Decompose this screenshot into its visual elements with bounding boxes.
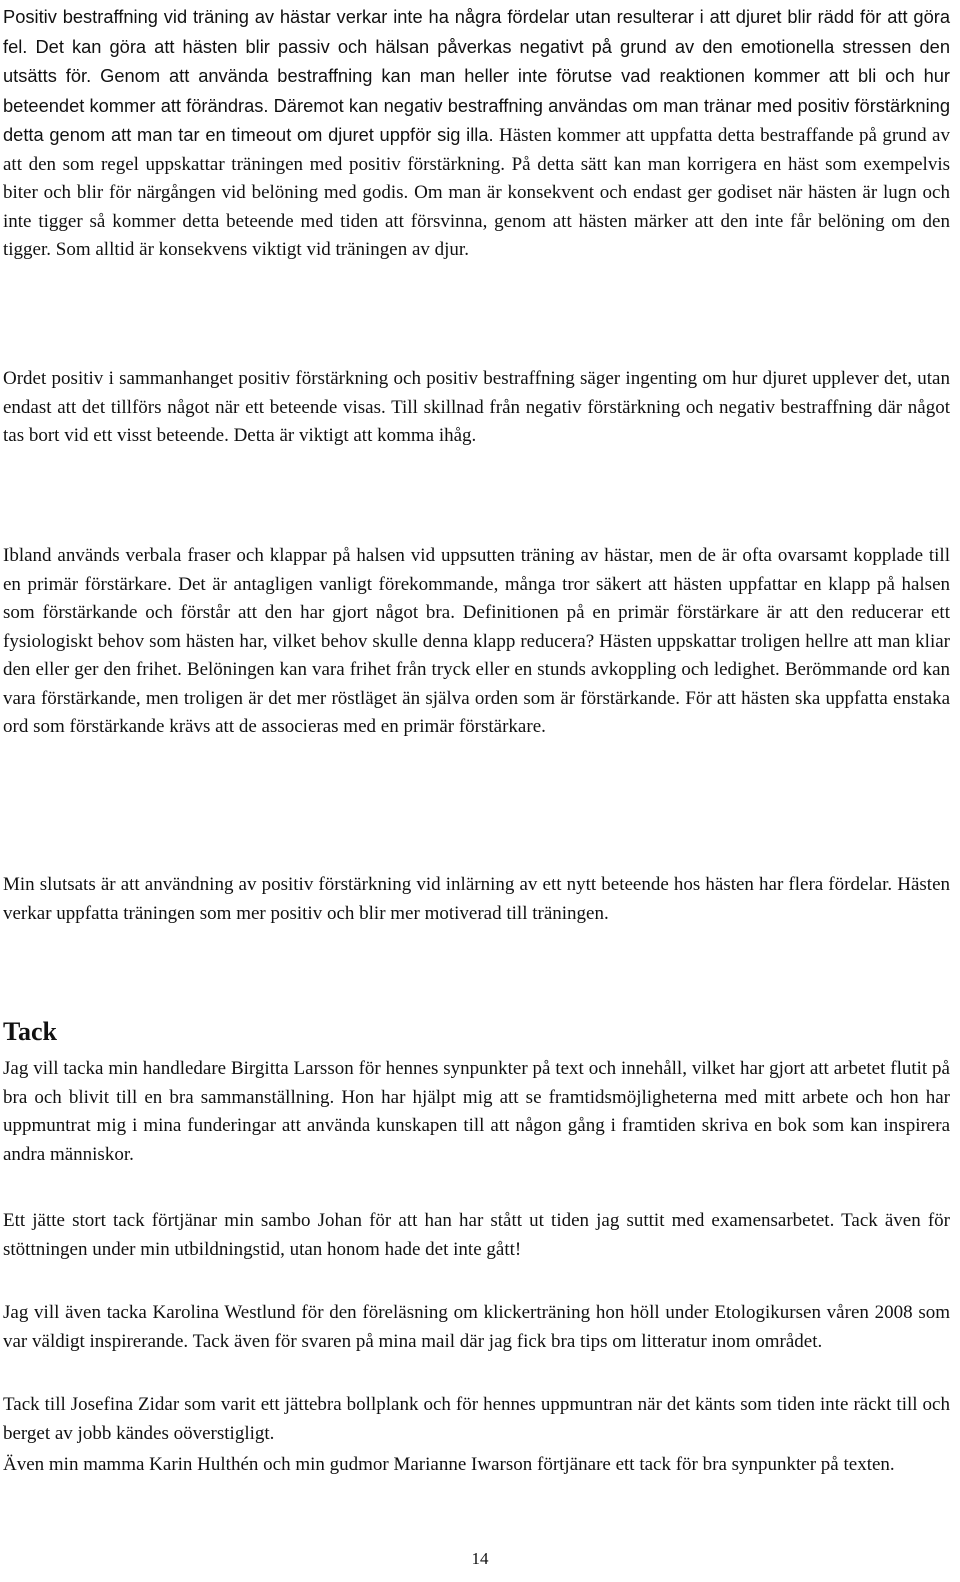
- paragraph-serif-text: Hästen kommer att uppfatta detta bestraffande på grund av att den som regel uppskattar träningen med positiv förstärkning. På detta sätt kan man korrigera en häst som exempelvis biter och blir för närgången vid belöning med godis. Om man är konsekvent och endast ger godiset när hästen är lugn och inte tigger så kommer detta beteende med tiden att försvinna, genom att hästen märker att den inte får belöning om den tigger. Som alltid är konsekvens viktigt vid träningen av djur.: [3, 125, 950, 260]
- section-heading-tack: Tack: [3, 1017, 57, 1046]
- page-number: 14: [471, 1549, 489, 1568]
- paragraph-verbal-phrases: Ibland används verbala fraser och klappar på halsen vid uppsutten träning av hästar, men de är ofta ovarsamt kopplade till en primär förstärkare. Det är antagligen vanligt förekommande, många tror säkert att hästen uppfattar en klapp på halsen som förstärkande och förstår att den har gjort något bra. Definitionen på en primär förstärkare är att den reducerar ett fysiologiskt behov som hästen har, vilket behov skulle denna klapp reducera? Hästen uppskattar troligen hellre att man kliar den eller ger den frihet. Belöningen kan vara frihet från tryck eller en stunds avkoppling och ledighet. Berömmande ord kan vara förstärkande, men troligen är det mer röstläget än själva orden som är förstärkande. För att hästen ska uppfatta enstaka ord som förstärkande krävs att de associeras med en primär förstärkare.: [3, 545, 950, 737]
- thanks-paragraph-lecturer: Jag vill även tacka Karolina Westlund för den föreläsning om klickerträning hon höll under Etologikursen våren 2008 som var väldigt inspirerande. Tack även för svaren på mina mail där jag fick bra tips om litteratur inom området.: [3, 1302, 950, 1352]
- thanks-paragraph-colleague: Tack till Josefina Zidar som varit ett jättebra bollplank och för hennes uppmuntran när det känts som tiden inte räckt till och berget av jobb kändes oöverstigligt.: [3, 1394, 950, 1444]
- thanks-paragraph-family: Även min mamma Karin Hulthén och min gudmor Marianne Iwarson förtjänare ett tack för bra synpunkter på texten.: [3, 1454, 895, 1475]
- thanks-paragraph-supervisor: Jag vill tacka min handledare Birgitta Larsson för hennes synpunkter på text och innehåll, vilket har gjort att arbetet flutit på bra och blivit till en bra sammanställning. Hon har hjälpt mig att se framtidsmöjligheterna med mitt arbete och hon har uppmuntrat mig i mina funderingar att använda kunskapen till att någon gång i framtiden skriva en bok som kan inspirera andra människor.: [3, 1058, 950, 1165]
- paragraph-sans-text: Positiv bestraffning vid träning av hästar verkar inte ha några fördelar utan resulterar i att djuret blir rädd för att göra fel. Det kan göra att hästen blir passiv och hälsan påverkas negativt på grund av den emotionella stressen den utsätts för. Genom att använda bestraffning kan man heller inte förutse vad reaktionen kommer att bli och hur beteendet kommer att förändras. Däremot kan negativ bestraffning användas om man tränar med positiv förstärkning detta genom att man tar en timeout om djuret uppför sig illa.: [3, 6, 950, 145]
- paragraph-positive-punishment: [3, 3, 950, 265]
- paragraph-positive-definition: Ordet positiv i sammanhanget positiv förstärkning och positiv bestraffning säger ingenting om hur djuret upplever det, utan endast att det tillförs något när ett beteende visas. Till skillnad från negativ förstärkning och negativ bestraffning där något tas bort vid ett visst beteende. Detta är viktigt att komma ihåg.: [3, 368, 950, 446]
- paragraph-conclusion: Min slutsats är att användning av positiv förstärkning vid inlärning av ett nytt beteende hos hästen har flera fördelar. Hästen verkar uppfatta träningen som mer positiv och blir mer motiverad till träningen.: [3, 874, 950, 924]
- thanks-paragraph-partner: Ett jätte stort tack förtjänar min sambo Johan för att han har stått ut tiden jag suttit med examensarbetet. Tack även för stöttningen under min utbildningstid, utan honom hade det inte gått!: [3, 1210, 950, 1260]
